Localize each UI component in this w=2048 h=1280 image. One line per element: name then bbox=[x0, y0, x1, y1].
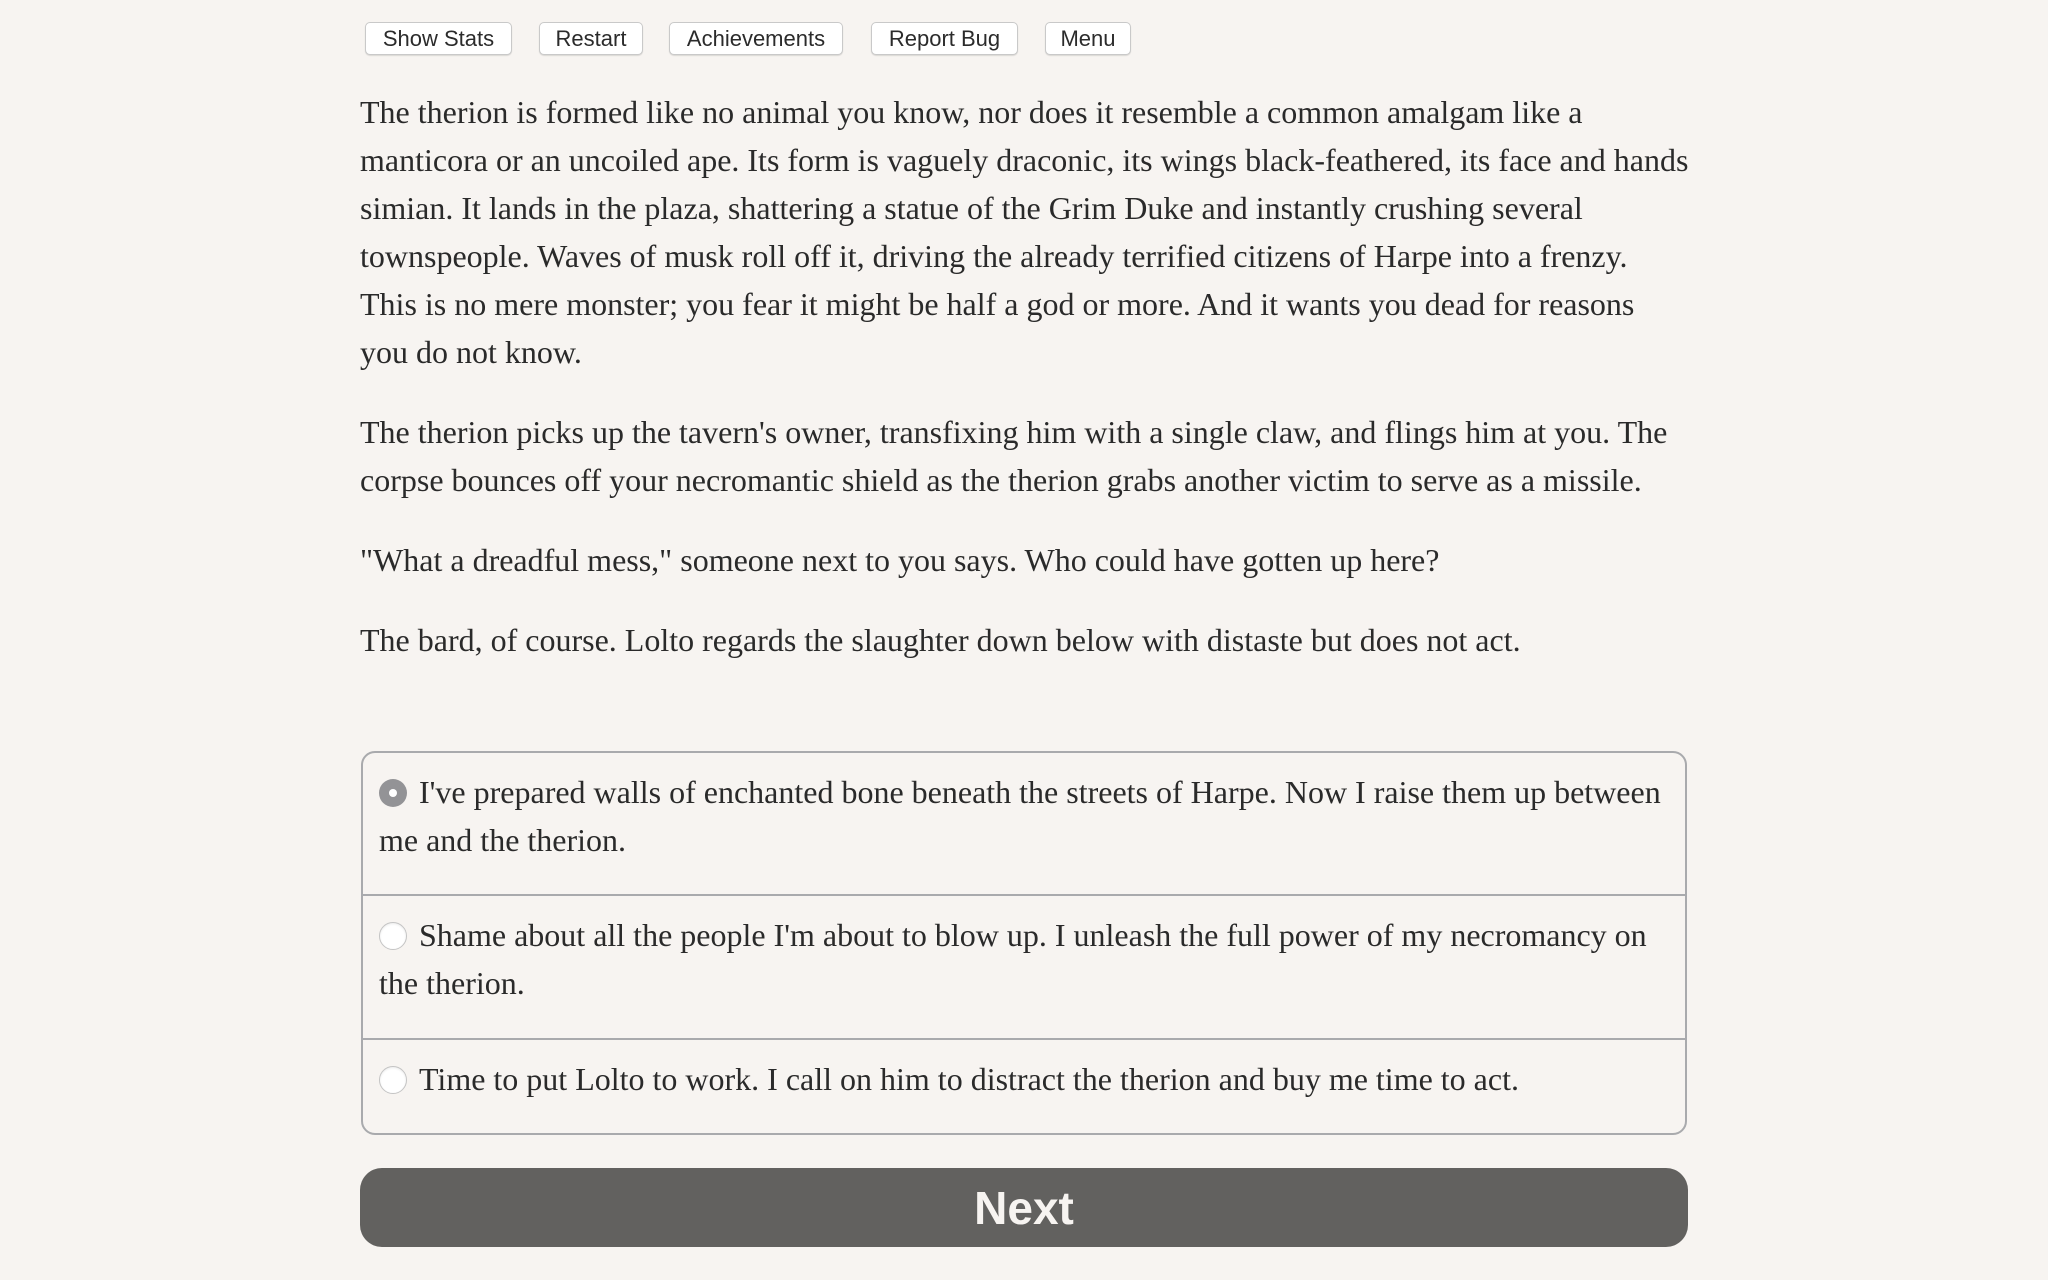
story-paragraph: The therion picks up the tavern's owner, transfixing him with a single claw, and flings him at you. The corpse bounces off your necromantic shield as the therion grabs another victim to serve as a missile. bbox=[360, 414, 1668, 498]
next-button[interactable]: Next bbox=[360, 1168, 1688, 1247]
achievements-button[interactable]: Achievements bbox=[669, 22, 843, 55]
choice-label: I've prepared walls of enchanted bone beneath the streets of Harpe. Now I raise them up between me and the therion. bbox=[379, 774, 1661, 858]
story-text bbox=[360, 88, 1690, 696]
report-bug-button[interactable]: Report Bug bbox=[871, 22, 1018, 55]
menu-button[interactable]: Menu bbox=[1045, 22, 1131, 55]
radio-unselected-icon[interactable] bbox=[379, 922, 407, 950]
show-stats-button[interactable]: Show Stats bbox=[365, 22, 512, 55]
choice-option-1[interactable] bbox=[363, 753, 1685, 896]
restart-button[interactable]: Restart bbox=[539, 22, 643, 55]
story-paragraph: The bard, of course. Lolto regards the slaughter down below with distaste but does not act. bbox=[360, 622, 1521, 658]
choice-option-3[interactable] bbox=[363, 1040, 1685, 1133]
choice-list bbox=[361, 751, 1687, 1135]
choice-label: Time to put Lolto to work. I call on him to distract the therion and buy me time to act. bbox=[419, 1061, 1519, 1097]
choice-label: Shame about all the people I'm about to blow up. I unleash the full power of my necromancy on the therion. bbox=[379, 917, 1647, 1001]
choice-option-2[interactable] bbox=[363, 896, 1685, 1040]
radio-selected-icon[interactable] bbox=[379, 779, 407, 807]
story-paragraph: "What a dreadful mess," someone next to you says. Who could have gotten up here? bbox=[360, 542, 1440, 578]
radio-unselected-icon[interactable] bbox=[379, 1066, 407, 1094]
story-paragraph: The therion is formed like no animal you know, nor does it resemble a common amalgam like a manticora or an uncoiled ape. Its form is vaguely draconic, its wings black-feathered, its face and hands simian. It lands in the plaza, shattering a statue of the Grim Duke and instantly crushing several townspeople. Waves of musk roll off it, driving the already terrified citizens of Harpe into a frenzy. This is no mere monster; you fear it might be half a god or more. And it wants you dead for reasons you do not know. bbox=[360, 94, 1689, 370]
